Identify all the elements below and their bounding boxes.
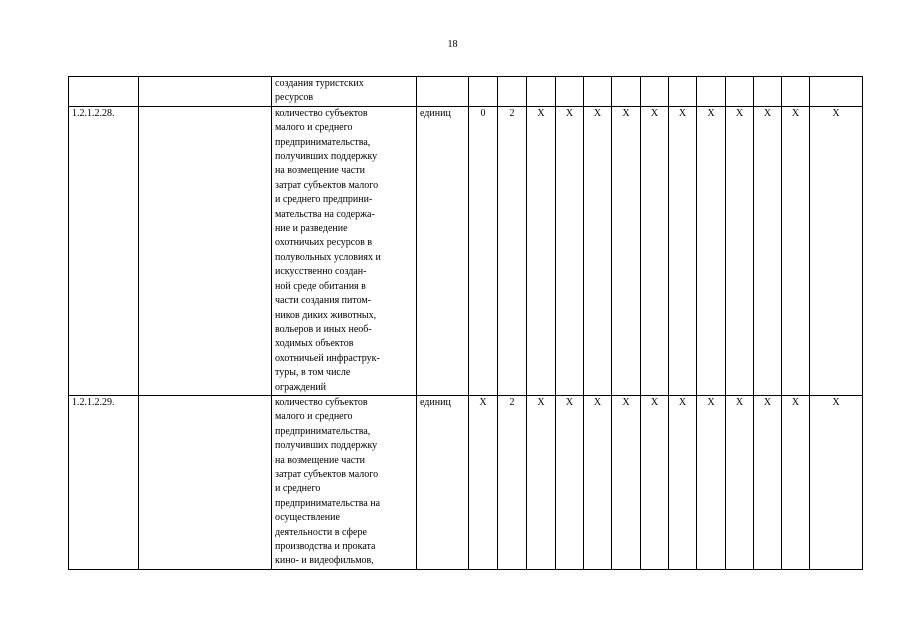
table-row (69, 77, 863, 107)
indicator-text-line: предпринимательства на (275, 497, 381, 509)
indicator-name-cell (272, 77, 417, 107)
table-row (69, 395, 863, 569)
value-cell (556, 77, 584, 107)
indicator-name-cell (272, 395, 417, 569)
indicator-text-line: предпринимательства, (275, 425, 371, 437)
value-cell: X (754, 395, 782, 569)
indicator-text-line: малого и среднего (275, 411, 353, 423)
row-number-cell: 1.2.1.2.28. (69, 106, 139, 395)
indicator-text-line: количество субъектов (275, 396, 368, 408)
indicator-text-line: ходимых объектов (275, 338, 354, 350)
page-number: 18 (447, 39, 458, 50)
value-cell: X (754, 106, 782, 395)
value-cell: X (584, 395, 612, 569)
value-cell (782, 77, 810, 107)
value-cell (669, 77, 697, 107)
unit-cell: единиц (417, 106, 469, 395)
row-program-cell (139, 77, 272, 107)
indicator-table (68, 76, 863, 570)
indicator-text-line: предпринимательства, (275, 136, 371, 148)
indicator-text-line: получивших поддержку (275, 440, 378, 452)
value-cell (584, 77, 612, 107)
value-cell (810, 77, 863, 107)
indicator-text-line: и среднего предприни- (275, 194, 373, 206)
value-cell (612, 77, 641, 107)
value-cell (527, 77, 556, 107)
row-number-cell: 1.2.1.2.29. (69, 395, 139, 569)
row-program-cell (139, 106, 272, 395)
value-cell: X (556, 395, 584, 569)
indicator-text-line: ников диких животных, (275, 309, 377, 321)
value-cell (641, 77, 669, 107)
table-row (69, 106, 863, 395)
indicator-text-line: ной среде обитания в (275, 280, 366, 292)
value-cell: X (697, 106, 726, 395)
indicator-text-line: производства и проката (275, 541, 376, 552)
unit-cell (417, 77, 469, 107)
indicator-text-line: ресурсов (275, 92, 314, 104)
indicator-text-line: создания туристских (275, 78, 364, 89)
indicator-text-line: полувольных условиях и (275, 251, 381, 263)
indicator-text-line: затрат субъектов малого (275, 179, 379, 191)
indicator-text-line: вольеров и иных необ- (275, 323, 372, 335)
indicator-text-line: ограждений (275, 381, 327, 393)
value-cell (697, 77, 726, 107)
indicator-name-cell (272, 106, 417, 395)
indicator-text-line: количество субъектов (275, 107, 368, 119)
indicator-text-line: малого и среднего (275, 122, 353, 134)
indicator-text-line: охотничьих ресурсов в (275, 237, 373, 249)
value-cell: X (782, 395, 810, 569)
value-cell: X (641, 106, 669, 395)
value-cell: X (612, 395, 641, 569)
value-cell (754, 77, 782, 107)
indicator-text-line: туры, в том числе (275, 367, 351, 379)
indicator-text-line: на возмещение части (275, 454, 365, 466)
value-cell: X (697, 395, 726, 569)
indicator-text-line: ние и разведение (275, 223, 348, 235)
value-cell: X (726, 106, 754, 395)
indicator-text-line: затрат субъектов малого (275, 468, 379, 480)
value-cell: 0 (469, 106, 498, 395)
indicator-text-line: охотничьей инфраструк- (275, 352, 380, 364)
value-cell (726, 77, 754, 107)
value-cell: X (469, 395, 498, 569)
value-cell: X (556, 106, 584, 395)
value-cell: X (584, 106, 612, 395)
row-number-cell (69, 77, 139, 107)
value-cell: X (726, 395, 754, 569)
value-cell: X (669, 395, 697, 569)
value-cell: X (527, 395, 556, 569)
indicator-text-line: части создания питом- (275, 295, 372, 307)
indicator-text-line: искусственно создан- (275, 266, 367, 278)
value-cell: 2 (498, 106, 527, 395)
value-cell: X (782, 106, 810, 395)
indicator-text-line: мательства на содержа- (275, 208, 375, 220)
indicator-text-line: осуществление (275, 512, 340, 524)
value-cell: X (612, 106, 641, 395)
value-cell: X (527, 106, 556, 395)
indicator-text-line: и среднего (275, 483, 321, 495)
value-cell: X (810, 106, 863, 395)
indicator-text-line: кино- и видеофильмов, (275, 555, 374, 567)
unit-cell: единиц (417, 395, 469, 569)
value-cell (498, 77, 527, 107)
value-cell: X (669, 106, 697, 395)
value-cell: 2 (498, 395, 527, 569)
row-program-cell (139, 395, 272, 569)
indicator-text-line: получивших поддержку (275, 151, 378, 163)
indicator-text-line: на возмещение части (275, 165, 365, 177)
value-cell: X (641, 395, 669, 569)
value-cell: X (810, 395, 863, 569)
value-cell (469, 77, 498, 107)
indicator-text-line: деятельности в сфере (275, 526, 367, 538)
